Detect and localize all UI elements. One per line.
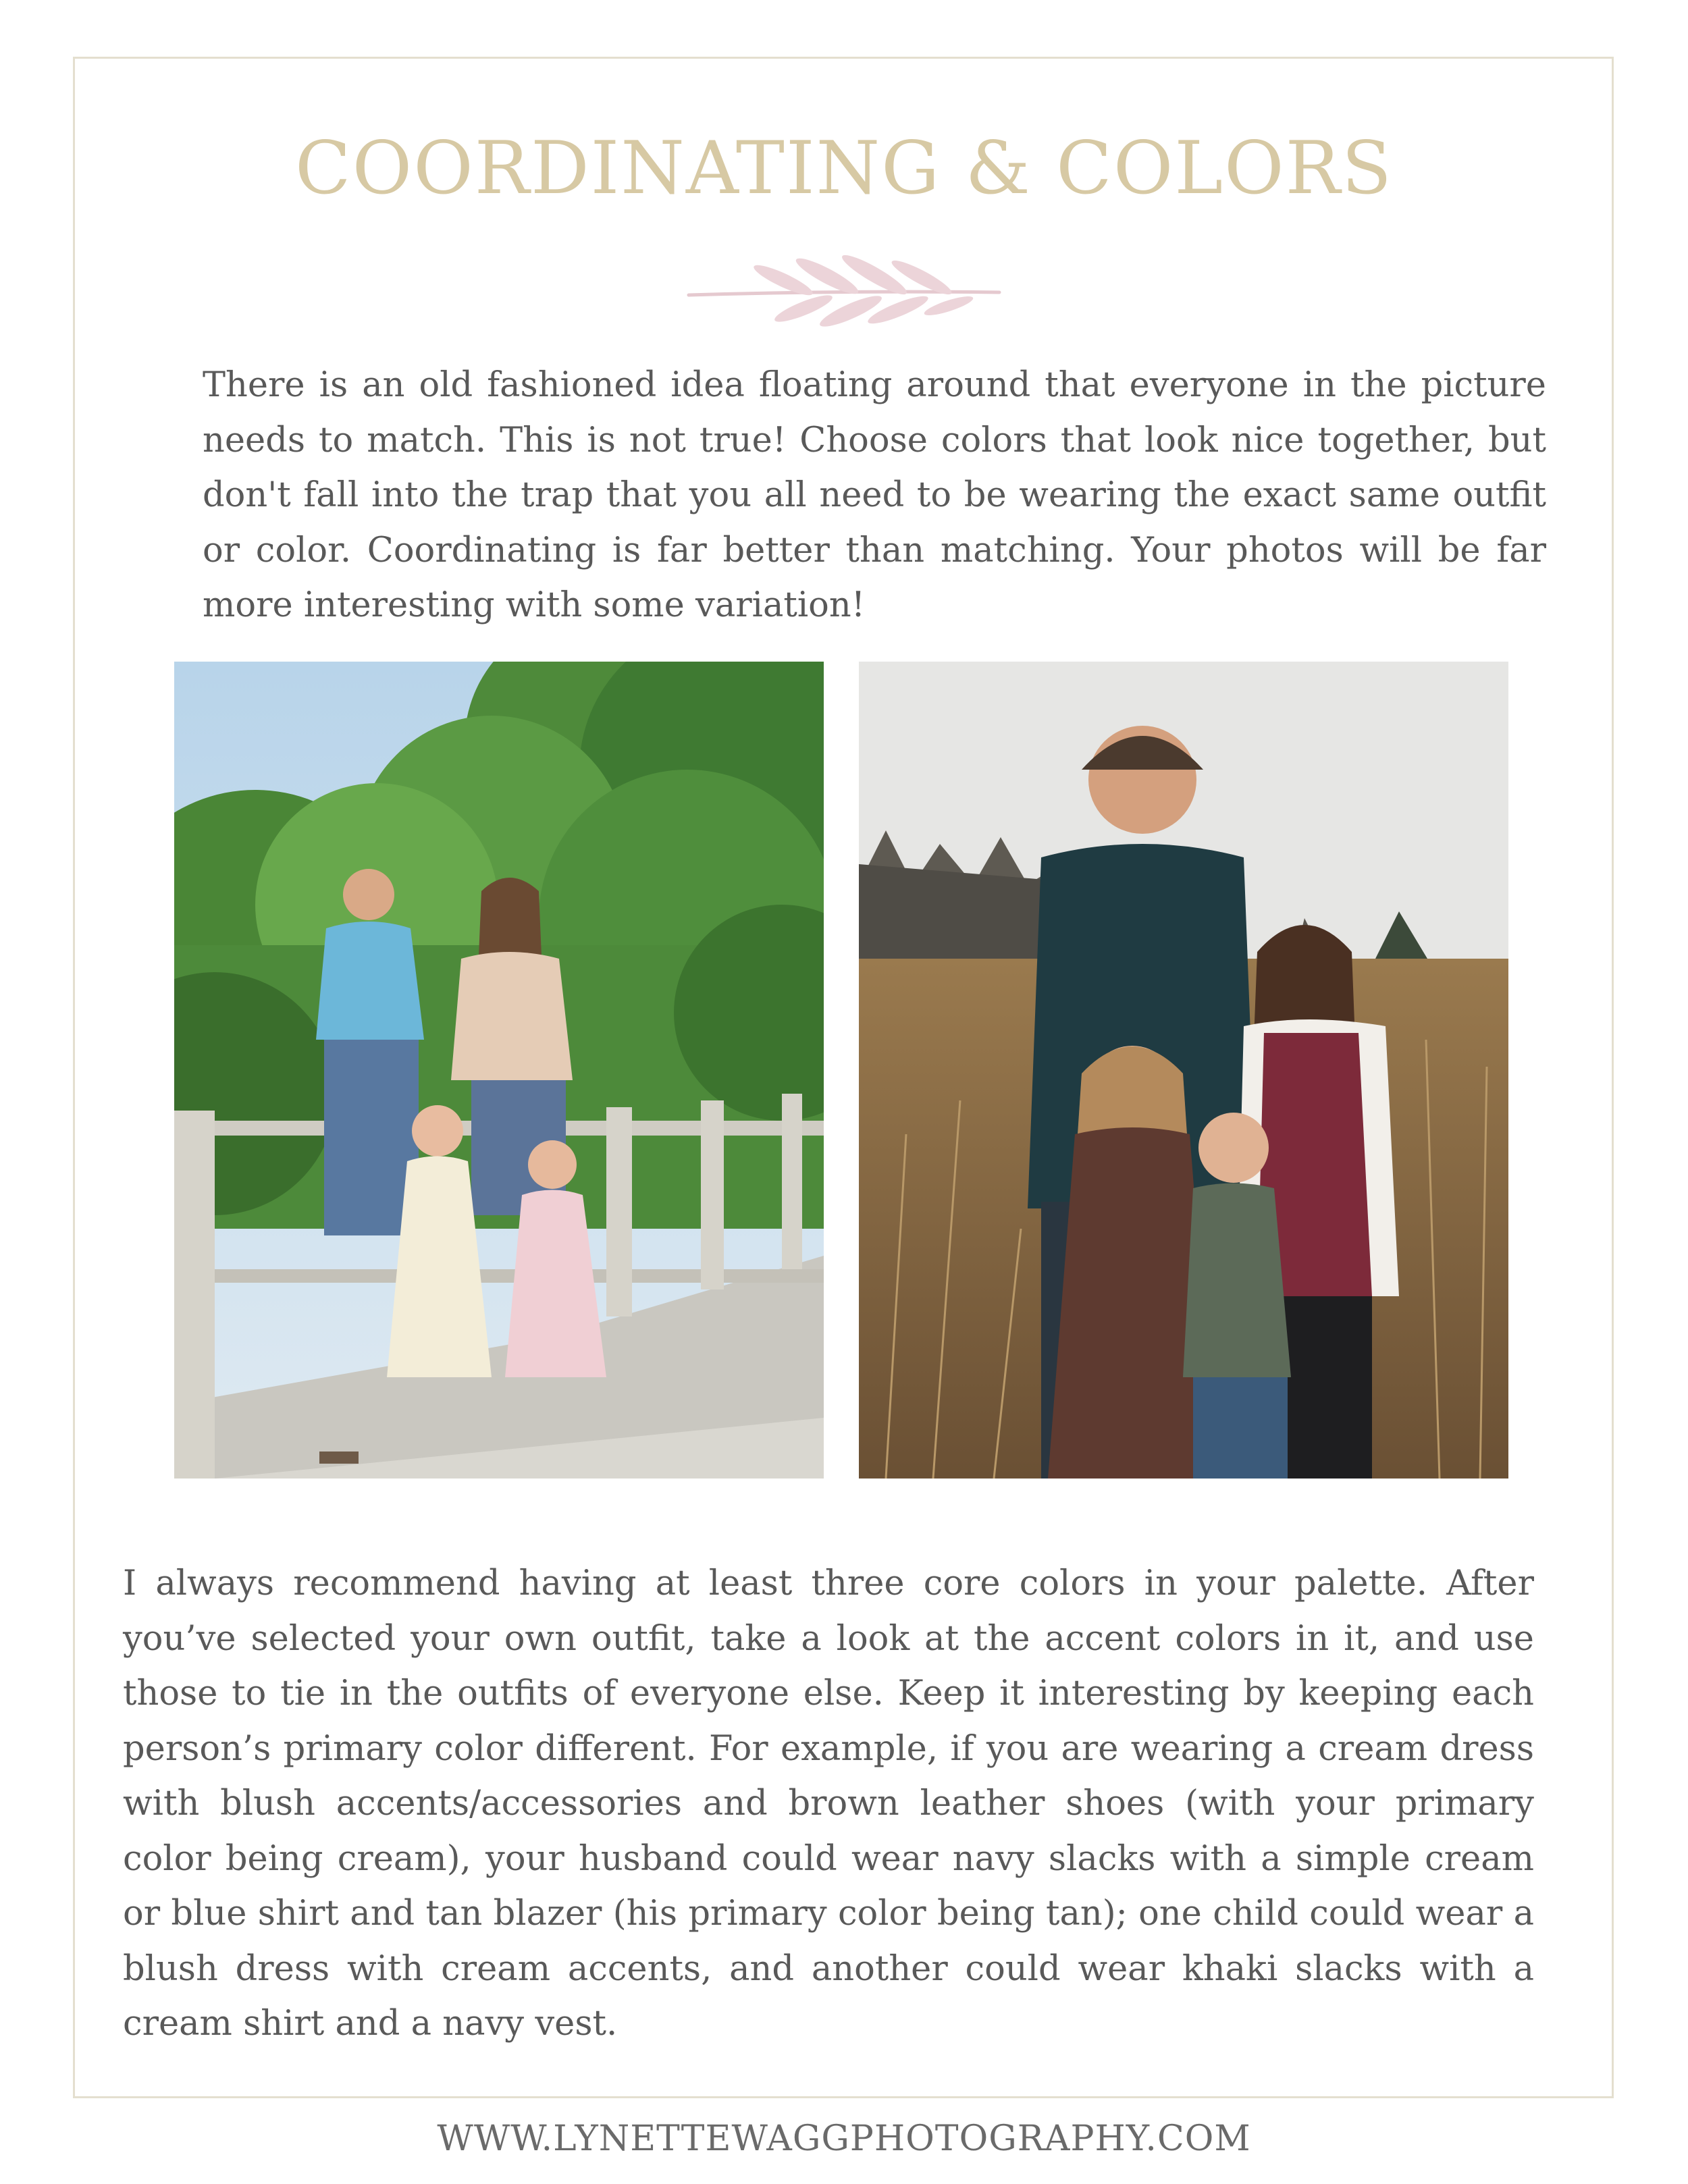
family-on-bridge-photo [174, 662, 824, 1479]
intro-paragraph: There is an old fashioned idea floating around that everyone in the picture needs to match. This is not true! Choose colors that look nice together, but don't fall into the trap that you all need to be wearing the exact same outfit or color. Coordinating is far better than matching. Your photos will be far more interesting with some variation! [203, 365, 1546, 625]
page-title: COORDINATING & COLORS [295, 126, 1393, 211]
family-in-field-photo [859, 662, 1508, 1479]
laurel-branch-icon [682, 253, 1006, 327]
body-paragraph: I always recommend having at least three core colors in your palette. After you’ve selected your own outfit, take a look at the accent colors in it, and use those to tie in the outfits of everyone else. Keep it interesting by keeping each person’s primary color different. For example, if you are wearing a cream dress with blush accents/accessories and brown leather shoes (with your primary color being cream), your husband could wear navy slacks with a simple cream or blue shirt and tan blazer (his primary color being tan); one child could wear a blush dress with cream accents, and another could wear khaki slacks with a cream shirt and a navy vest. [123, 1564, 1534, 2044]
website-footer: WWW.LYNETTEWAGGPHOTOGRAPHY.COM [437, 2119, 1251, 2159]
